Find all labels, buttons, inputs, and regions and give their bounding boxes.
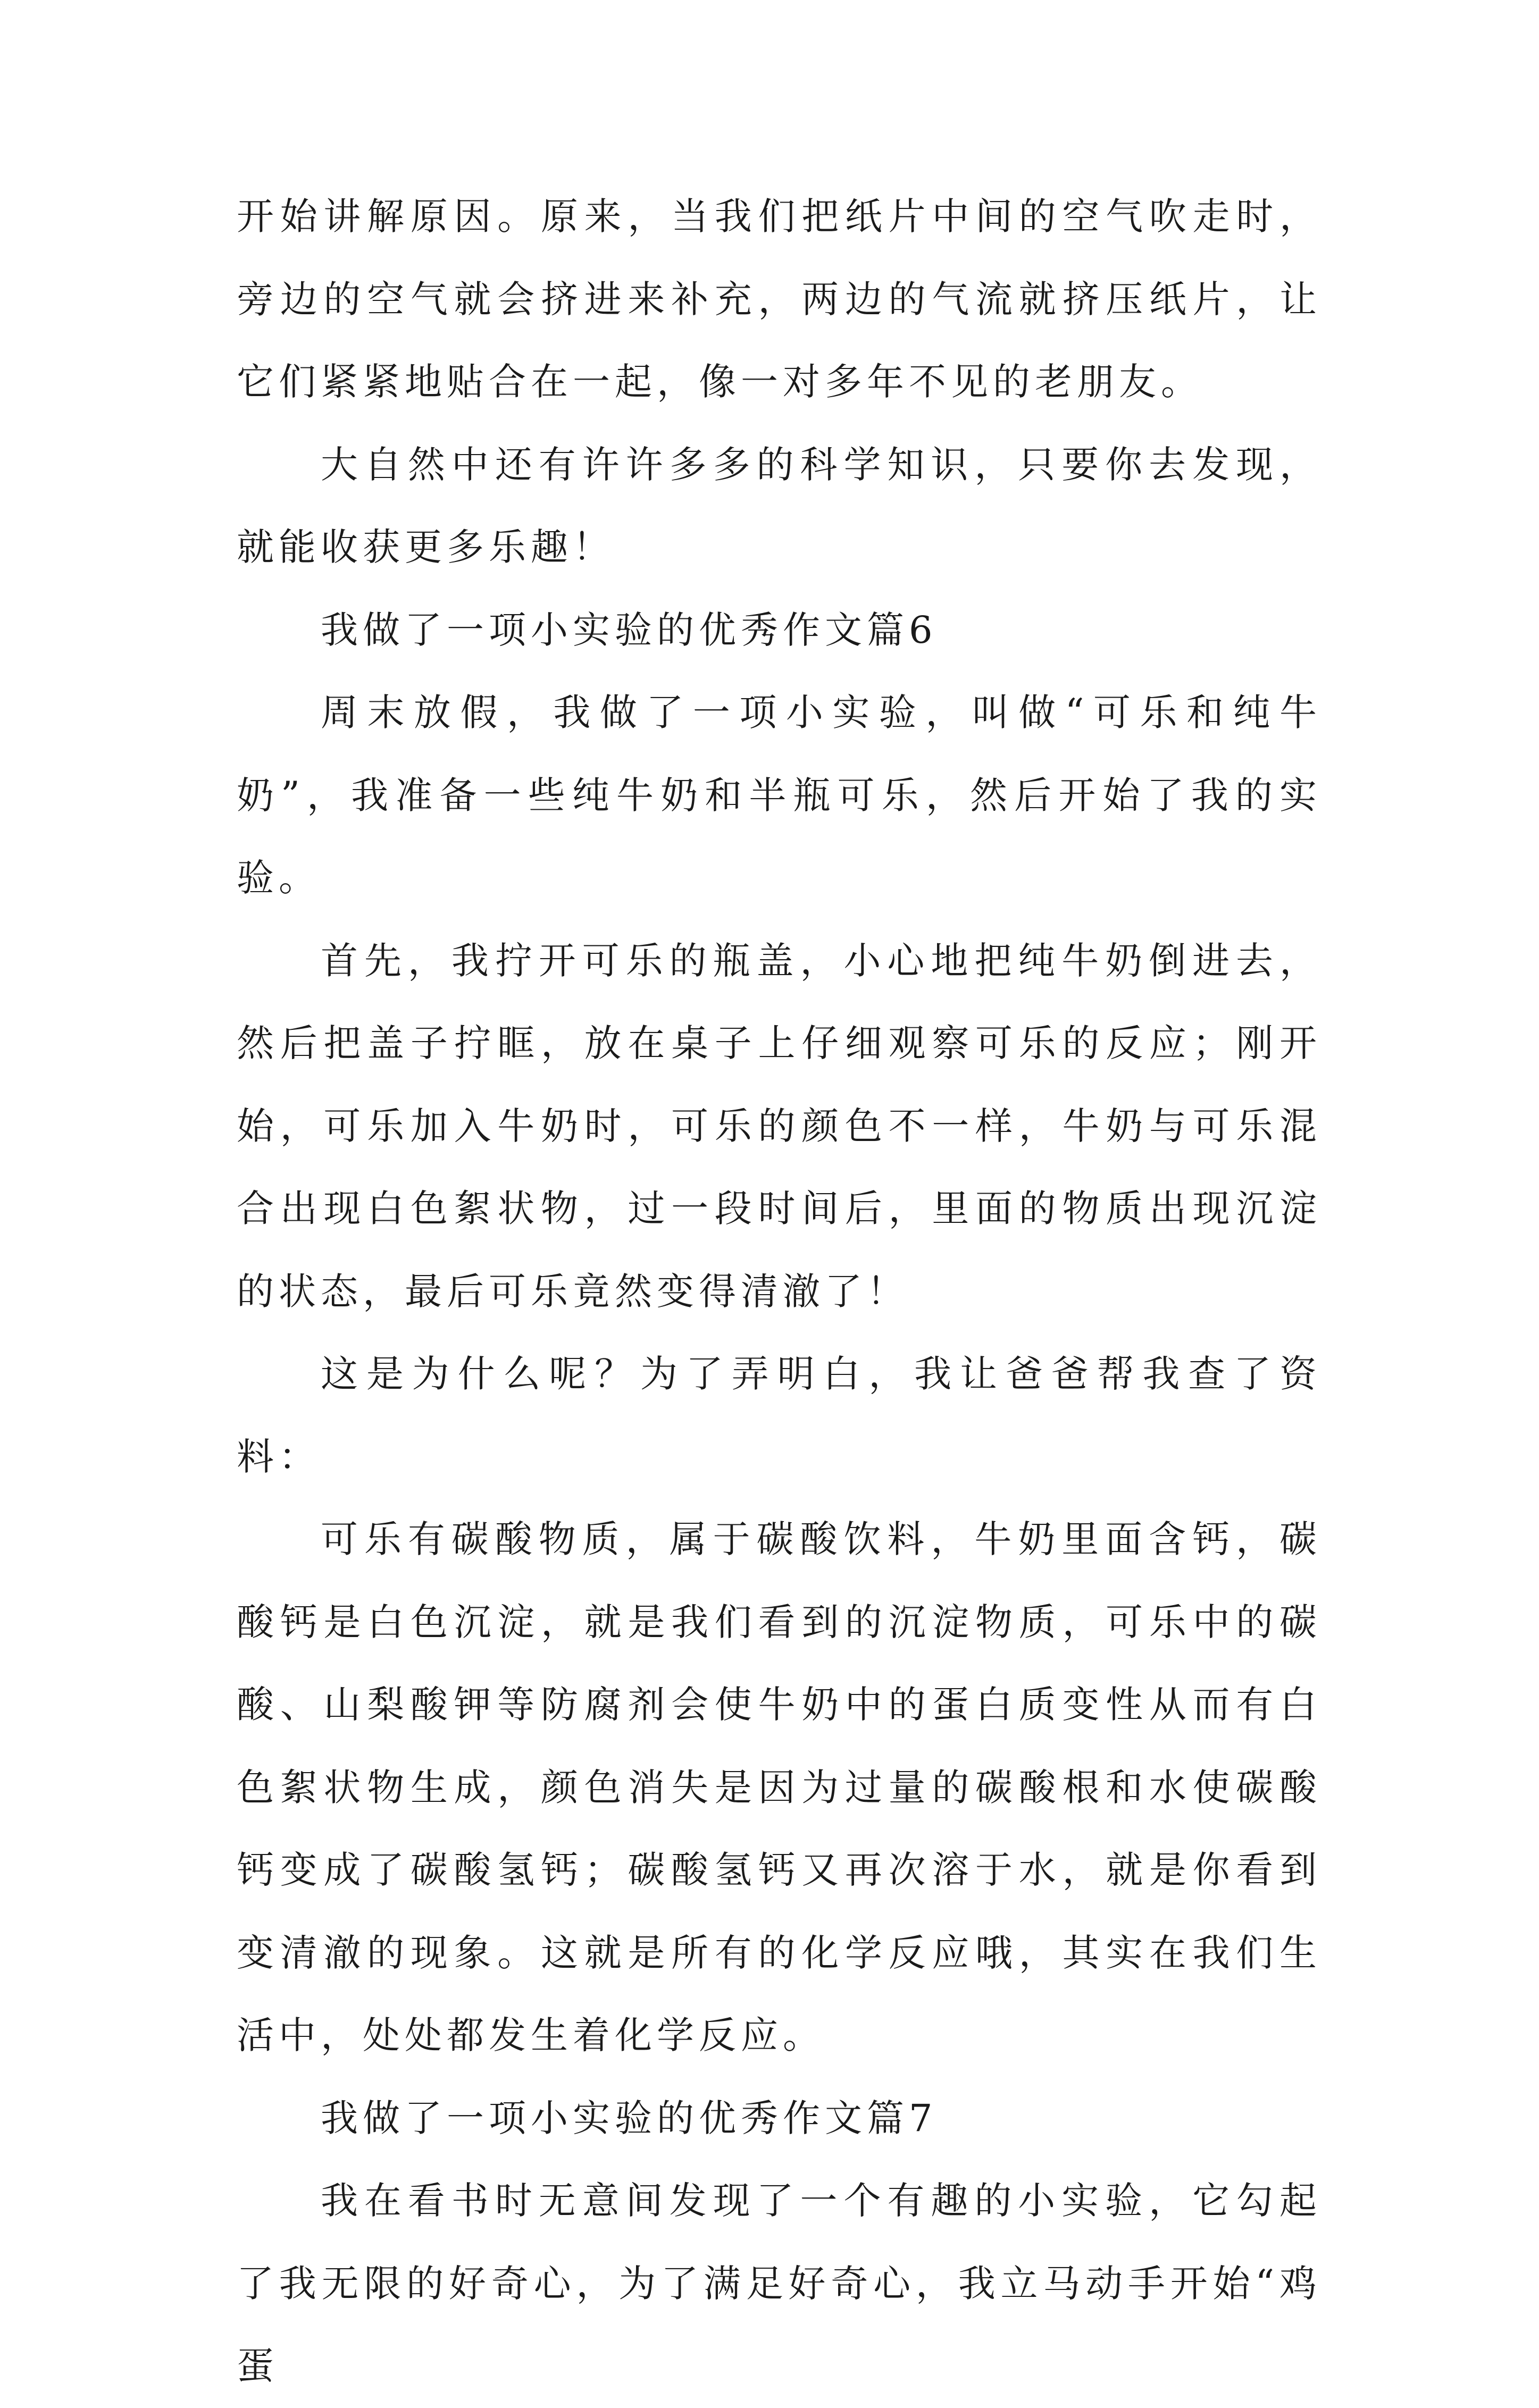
paragraph: 可乐有碳酸物质，属于碳酸饮料，牛奶里面含钙，碳酸钙是白色沉淀，就是我们看到的沉淀物质，可乐中的碳酸、山梨酸钾等防腐剂会使牛奶中的蛋白质变性从而有白色絮状物生成，颜色消失是因为过量的碳酸根和水使碳酸钙变成了碳酸氢钙；碳酸氢钙又再次溶于水，就是你看到变清澈的现象。这就是所有的化学反应哦，其实在我们生活中，处处都发生着化学反应。 <box>237 1517 1321 2057</box>
paragraph: 周末放假，我做了一项小实验，叫做“可乐和纯牛奶”，我准备一些纯牛奶和半瓶可乐，然后开始了我的实验。 <box>237 691 1321 900</box>
essay-heading: 我做了一项小实验的优秀作文篇7 <box>321 2096 938 2140</box>
paragraph: 大自然中还有许许多多的科学知识，只要你去发现，就能收获更多乐趣！ <box>237 442 1321 569</box>
paragraph: 我在看书时无意间发现了一个有趣的小实验，它勾起了我无限的好奇心，为了满足好奇心，我立马动手开始“鸡蛋 <box>237 2179 1321 2388</box>
paragraph-continuation: 开始讲解原因。原来，当我们把纸片中间的空气吹走时，旁边的空气就会挤进来补充，两边的气流就挤压纸片，让它们紧紧地贴合在一起，像一对多年不见的老朋友。 <box>237 195 1321 404</box>
paragraph: 首先，我拧开可乐的瓶盖，小心地把纯牛奶倒进去，然后把盖子拧眶，放在桌子上仔细观察可乐的反应；刚开始，可乐加入牛奶时，可乐的颜色不一样，牛奶与可乐混合出现白色絮状物，过一段时间后，里面的物质出现沉淀的状态，最后可乐竟然变得清澈了！ <box>237 938 1321 1313</box>
document-body <box>237 175 1321 2408</box>
paragraph: 这是为什么呢？为了弄明白，我让爸爸帮我查了资料： <box>237 1352 1321 1479</box>
essay-heading: 我做了一项小实验的优秀作文篇6 <box>321 608 938 652</box>
